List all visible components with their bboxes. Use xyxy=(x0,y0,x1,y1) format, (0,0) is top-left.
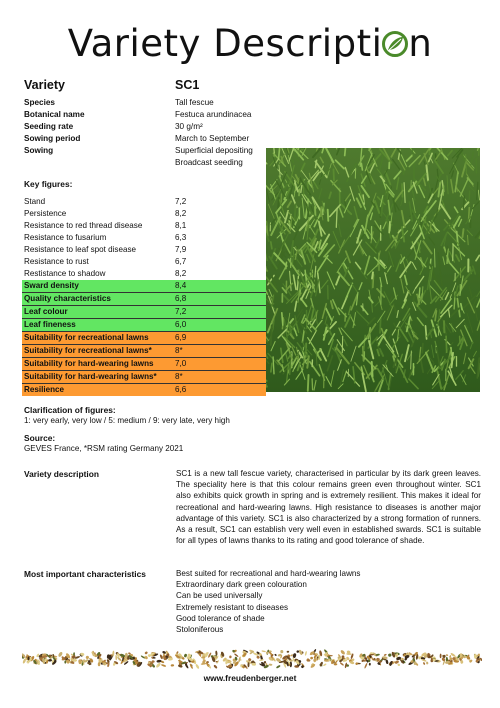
key-figure-value: 7,9 xyxy=(175,245,187,254)
key-figure-row xyxy=(22,232,266,244)
key-figure-label: Sward density xyxy=(24,281,79,290)
info-value: March to September xyxy=(175,134,250,143)
info-label: Seeding rate xyxy=(24,122,74,131)
key-figure-label: Resistance to rust xyxy=(24,257,89,266)
key-figures-title: Key figures: xyxy=(24,179,73,189)
key-figure-value: 8,1 xyxy=(175,221,187,230)
key-figure-value: 7,2 xyxy=(175,307,187,316)
key-figure-label: Suitability for hard-wearing lawns* xyxy=(24,372,157,381)
key-figure-row xyxy=(22,220,266,232)
key-figure-label: Quality characteristics xyxy=(24,294,111,303)
info-label: Sowing period xyxy=(24,134,81,143)
key-figure-value: 7,2 xyxy=(175,197,187,206)
key-figure-row xyxy=(22,244,266,256)
variety-description-title: Variety description xyxy=(24,469,99,479)
info-value: Broadcast seeding xyxy=(175,158,243,167)
page-title-tail: n xyxy=(408,22,433,65)
key-figure-row xyxy=(22,384,266,396)
variety-value: SC1 xyxy=(175,78,200,92)
info-value: Superficial depositing xyxy=(175,146,253,155)
key-figure-value: 8,2 xyxy=(175,209,187,218)
clarification-text: 1: very early, very low / 5: medium / 9: very late, very high xyxy=(24,416,230,425)
key-figure-label: Persistence xyxy=(24,209,67,218)
page-title-text: Variety Descripti xyxy=(67,22,383,65)
page-title xyxy=(0,22,500,65)
key-figure-row xyxy=(22,196,266,208)
key-figure-label: Suitability for recreational lawns xyxy=(24,333,149,342)
leaf-logo-icon xyxy=(382,23,408,49)
info-value: Festuca arundinacea xyxy=(175,110,252,119)
key-figure-label: Resistance to fusarium xyxy=(24,233,107,242)
key-figure-label: Leaf fineness xyxy=(24,320,76,329)
key-figure-row xyxy=(22,256,266,268)
key-figure-row xyxy=(22,306,266,319)
characteristics-list xyxy=(176,568,360,635)
key-figure-label: Suitability for recreational lawns* xyxy=(24,346,152,355)
key-figure-value: 6,7 xyxy=(175,257,187,266)
key-figure-value: 6,0 xyxy=(175,320,187,329)
key-figure-value: 6,9 xyxy=(175,333,187,342)
info-value: Tall fescue xyxy=(175,98,214,107)
key-figure-label: Restistance to shadow xyxy=(24,269,106,278)
key-figures-table xyxy=(22,196,266,396)
key-figure-row xyxy=(22,371,266,384)
source-title: Source: xyxy=(24,433,56,443)
info-value: 30 g/m² xyxy=(175,122,203,131)
key-figure-row xyxy=(22,319,266,332)
info-label: Sowing xyxy=(24,146,54,155)
key-figure-row xyxy=(22,358,266,371)
key-figure-label: Resistance to leaf spot disease xyxy=(24,245,137,254)
info-label: Botanical name xyxy=(24,110,85,119)
key-figure-value: 8,4 xyxy=(175,281,187,290)
characteristic-item: Extremely resistant to diseases xyxy=(176,602,289,612)
key-figure-row xyxy=(22,268,266,280)
key-figure-value: 8,2 xyxy=(175,269,187,278)
variety-label: Variety xyxy=(24,78,66,92)
key-figure-value: 7,0 xyxy=(175,359,187,368)
key-figure-row xyxy=(22,332,266,345)
characteristic-item: Stoloniferous xyxy=(176,625,224,635)
characteristics-title: Most important characteristics xyxy=(24,569,146,579)
characteristic-item: Can be used universally xyxy=(176,591,263,601)
key-figure-row xyxy=(22,293,266,306)
source-text: GEVES France, *RSM rating Germany 2021 xyxy=(24,444,184,453)
grass-photo xyxy=(266,148,480,392)
characteristic-item: Good tolerance of shade xyxy=(176,613,265,623)
key-figure-label: Leaf colour xyxy=(24,307,68,316)
key-figure-row xyxy=(22,345,266,358)
footer-url[interactable]: www.freudenberger.net xyxy=(203,673,297,683)
characteristic-item: Best suited for recreational and hard-wearing lawns xyxy=(176,569,361,578)
key-figure-label: Resistance to red thread disease xyxy=(24,221,143,230)
key-figure-label: Resilience xyxy=(24,385,65,394)
key-figure-value: 8* xyxy=(175,346,183,355)
key-figure-value: 6,3 xyxy=(175,233,187,242)
key-figure-value: 6,6 xyxy=(175,385,187,394)
key-figure-value: 8* xyxy=(175,372,183,381)
key-figure-value: 6,8 xyxy=(175,294,187,303)
seed-band-image xyxy=(22,648,482,670)
key-figure-row xyxy=(22,280,266,293)
characteristic-item: Extraordinary dark green colouration xyxy=(176,580,307,590)
clarification-title: Clarification of figures: xyxy=(24,405,116,415)
key-figure-label: Stand xyxy=(24,197,46,206)
key-figure-label: Suitability for hard-wearing lawns xyxy=(24,359,154,368)
info-label: Species xyxy=(24,98,55,107)
key-figure-row xyxy=(22,208,266,220)
variety-description-text: SC1 is a new tall fescue variety, characterised in particular by its dark green leaves. The speciality here is that this colour remains green even throughout winter. SC1 also exhibits quick growth in spring and is extremely resilient. This makes it ideal for recreational and hard-wearing lawns. High resistance to diseases is another major advantage of this variety. SC1 is also characterized by a strong formation of runners. As a result, SC1 can establish very well even in established swards. SC1 is suitable for all types of lawns thanks to its rating and good tolerance of shade. xyxy=(176,469,481,546)
